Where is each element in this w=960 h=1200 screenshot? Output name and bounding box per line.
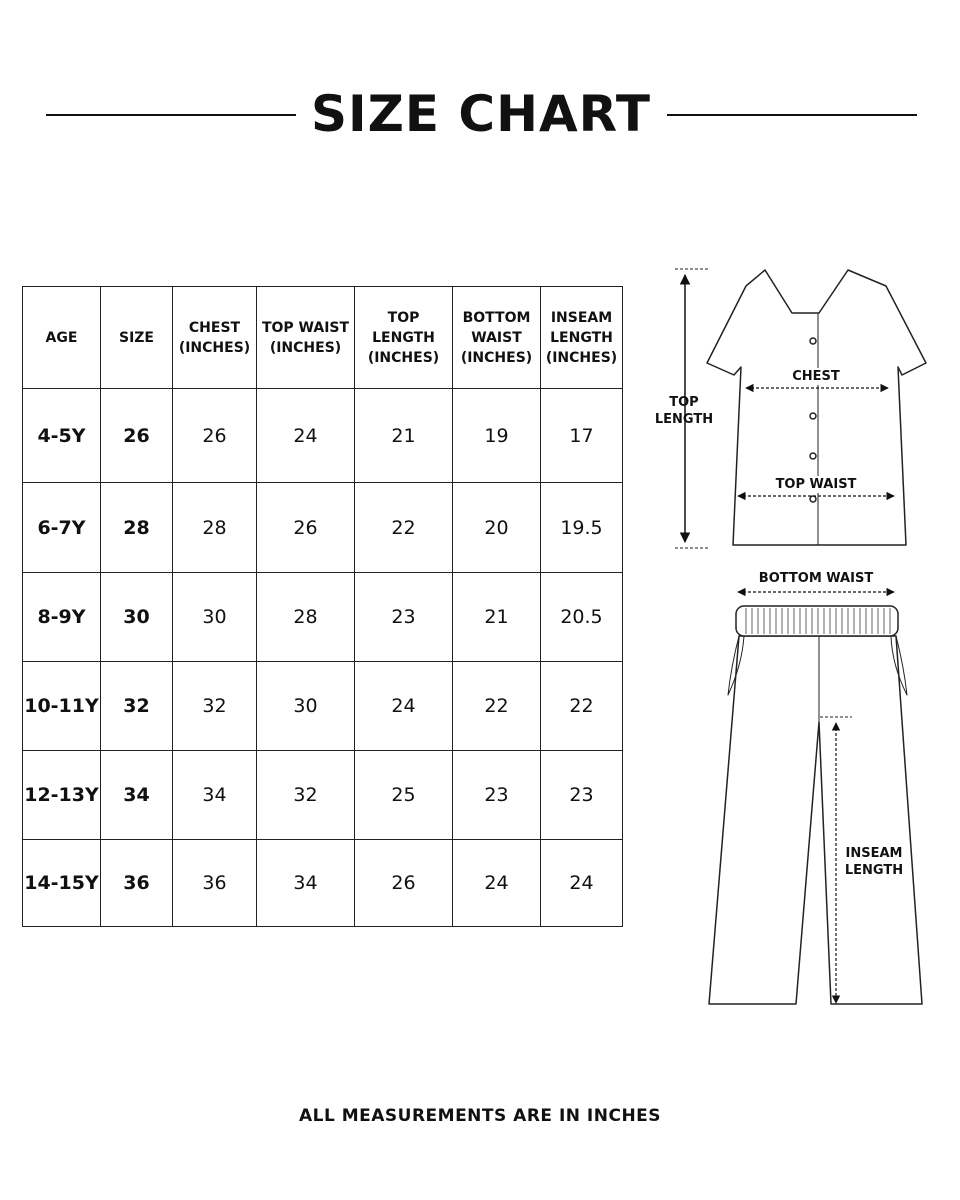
table-row — [23, 840, 623, 927]
cell-bottom-waist: 23 — [453, 751, 541, 840]
title-block — [0, 80, 960, 150]
header-top-length: TOP LENGTH (INCHES) — [355, 287, 453, 389]
cell-top-waist: 26 — [257, 483, 355, 573]
inseam-length-label: INSEAM LENGTH — [844, 846, 904, 878]
top-waist-label: TOP WAIST — [771, 476, 861, 493]
table-row — [23, 573, 623, 662]
table-row — [23, 483, 623, 573]
cell-age: 8-9Y — [23, 573, 101, 662]
cell-top-waist: 32 — [257, 751, 355, 840]
title-rule-right — [667, 114, 917, 116]
cell-inseam-length: 17 — [541, 389, 623, 483]
cell-age: 4-5Y — [23, 389, 101, 483]
cell-size: 28 — [101, 483, 173, 573]
cell-chest: 34 — [173, 751, 257, 840]
header-top-waist: TOP WAIST (INCHES) — [257, 287, 355, 389]
garment-diagram — [630, 255, 950, 1025]
table-header-row — [23, 287, 623, 389]
cell-age: 14-15Y — [23, 840, 101, 927]
cell-size: 32 — [101, 662, 173, 751]
header-age: AGE — [23, 287, 101, 389]
cell-top-length: 22 — [355, 483, 453, 573]
cell-top-length: 24 — [355, 662, 453, 751]
cell-top-waist: 30 — [257, 662, 355, 751]
cell-age: 10-11Y — [23, 662, 101, 751]
cell-bottom-waist: 20 — [453, 483, 541, 573]
header-size: SIZE — [101, 287, 173, 389]
cell-inseam-length: 23 — [541, 751, 623, 840]
cell-top-length: 26 — [355, 840, 453, 927]
cell-top-waist: 28 — [257, 573, 355, 662]
cell-size: 34 — [101, 751, 173, 840]
cell-chest: 32 — [173, 662, 257, 751]
cell-chest: 30 — [173, 573, 257, 662]
cell-bottom-waist: 19 — [453, 389, 541, 483]
cell-inseam-length: 19.5 — [541, 483, 623, 573]
title-rule-left — [46, 114, 296, 116]
top-length-label: TOP LENGTH — [654, 395, 714, 427]
cell-bottom-waist: 22 — [453, 662, 541, 751]
cell-top-waist: 34 — [257, 840, 355, 927]
cell-top-length: 23 — [355, 573, 453, 662]
measurement-note: ALL MEASUREMENTS ARE IN INCHES — [298, 1106, 662, 1126]
cell-size: 36 — [101, 840, 173, 927]
bottom-waist-label: BOTTOM WAIST — [756, 570, 876, 587]
table-row — [23, 751, 623, 840]
size-table — [22, 286, 623, 927]
cell-chest: 36 — [173, 840, 257, 927]
table-row — [23, 662, 623, 751]
cell-bottom-waist: 21 — [453, 573, 541, 662]
cell-inseam-length: 24 — [541, 840, 623, 927]
cell-age: 6-7Y — [23, 483, 101, 573]
header-chest: CHEST (INCHES) — [173, 287, 257, 389]
cell-size: 26 — [101, 389, 173, 483]
chest-label: CHEST — [787, 368, 845, 385]
cell-chest: 28 — [173, 483, 257, 573]
cell-size: 30 — [101, 573, 173, 662]
cell-bottom-waist: 24 — [453, 840, 541, 927]
header-inseam-length: INSEAM LENGTH (INCHES) — [541, 287, 623, 389]
cell-chest: 26 — [173, 389, 257, 483]
page-title: SIZE CHART — [310, 85, 652, 143]
cell-inseam-length: 22 — [541, 662, 623, 751]
table-row — [23, 389, 623, 483]
pants-icon — [709, 606, 922, 1004]
cell-top-waist: 24 — [257, 389, 355, 483]
cell-age: 12-13Y — [23, 751, 101, 840]
cell-top-length: 25 — [355, 751, 453, 840]
cell-top-length: 21 — [355, 389, 453, 483]
cell-inseam-length: 20.5 — [541, 573, 623, 662]
shirt-icon — [707, 270, 926, 545]
header-bottom-waist: BOTTOM WAIST (INCHES) — [453, 287, 541, 389]
